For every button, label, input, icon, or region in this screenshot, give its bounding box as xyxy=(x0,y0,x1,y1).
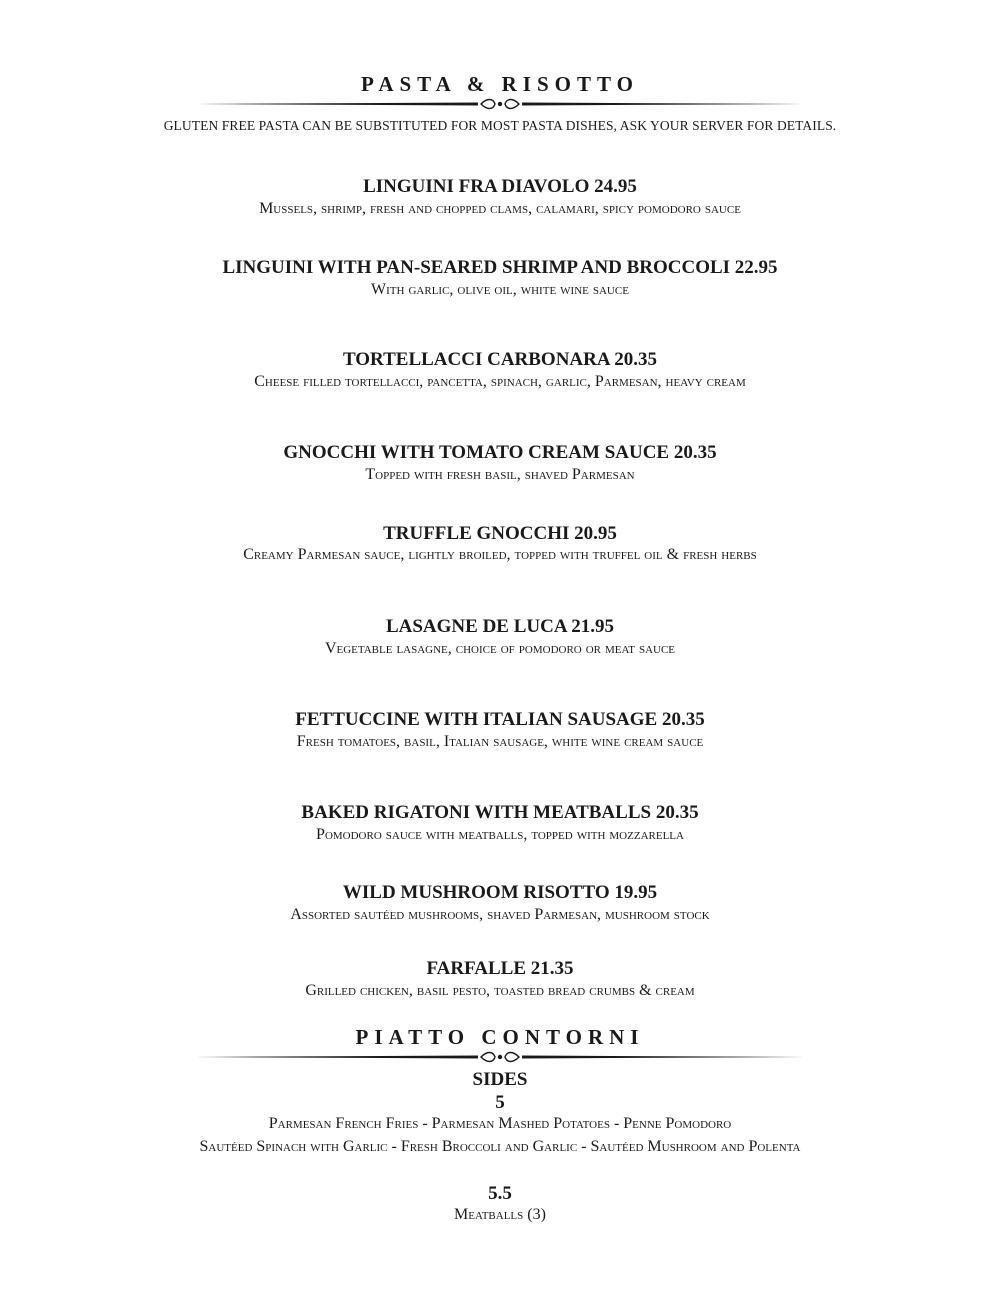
menu-item-desc: Pomodoro sauce with meatballs, topped with mozzarella xyxy=(316,826,684,843)
menu-item-name: LINGUINI FRA DIAVOLO 24.95 xyxy=(363,176,637,197)
menu-item-name: TORTELLACCI CARBONARA 20.35 xyxy=(342,349,658,370)
menu-item-name: GNOCCHI WITH TOMATO CREAM SAUCE 20.35 xyxy=(283,442,717,463)
menu-item-name: WILD MUSHROOM RISOTTO 19.95 xyxy=(342,882,658,903)
sides-list-line: Sautéed Spinach with Garlic - Fresh Broccoli and Garlic - Sautéed Mushroom and Polenta xyxy=(199,1138,801,1155)
menu-item-name: TRUFFLE GNOCCHI 20.95 xyxy=(383,523,617,544)
sides-list-line: Parmesan French Fries - Parmesan Mashed Potatoes - Penne Pomodoro xyxy=(268,1115,732,1132)
menu-item-desc: Mussels, shrimp, fresh and chopped clams, calamari, spicy pomodoro sauce xyxy=(259,200,741,217)
section-title-pasta: PASTA & RISOTTO xyxy=(361,72,639,96)
menu-item-desc: Cheese filled tortellacci, pancetta, spinach, garlic, Parmesan, heavy cream xyxy=(254,373,746,390)
menu-item-desc: Assorted sautéed mushrooms, shaved Parmesan, mushroom stock xyxy=(290,906,710,923)
menu-item-desc: Fresh tomatoes, basil, Italian sausage, white wine cream sauce xyxy=(296,733,704,750)
menu-item-name: LASAGNE DE LUCA 21.95 xyxy=(385,616,615,637)
menu-item-name: FARFALLE 21.35 xyxy=(426,958,574,979)
menu-item-desc: Vegetable lasagne, choice of pomodoro or meat sauce xyxy=(324,640,676,657)
menu-item-desc: Creamy Parmesan sauce, lightly broiled, topped with truffel oil & fresh herbs xyxy=(243,546,757,563)
sides-price: 5 xyxy=(495,1092,505,1113)
ornamental-divider xyxy=(195,97,805,111)
menu-item-desc: With garlic, olive oil, white wine sauce xyxy=(371,281,629,298)
sides-price: 5.5 xyxy=(488,1183,512,1204)
menu-item-name: LINGUINI WITH PAN-SEARED SHRIMP AND BROCCOLI 22.95 xyxy=(222,257,778,278)
sides-list-line: Meatballs (3) xyxy=(454,1206,546,1223)
sides-label: SIDES xyxy=(472,1069,528,1090)
menu-item-desc: Topped with fresh basil, shaved Parmesan xyxy=(365,466,635,483)
section-title-contorni: PIATTO CONTORNI xyxy=(355,1025,645,1049)
menu-item-desc: Grilled chicken, basil pesto, toasted bread crumbs & cream xyxy=(305,982,695,999)
ornamental-divider xyxy=(195,1050,805,1064)
menu-item-name: FETTUCCINE WITH ITALIAN SAUSAGE 20.35 xyxy=(295,709,705,730)
gluten-free-note: GLUTEN FREE PASTA CAN BE SUBSTITUTED FOR MOST PASTA DISHES, ASK YOUR SERVER FOR DETAILS. xyxy=(163,118,837,133)
menu-item-name: BAKED RIGATONI WITH MEATBALLS 20.35 xyxy=(301,802,699,823)
